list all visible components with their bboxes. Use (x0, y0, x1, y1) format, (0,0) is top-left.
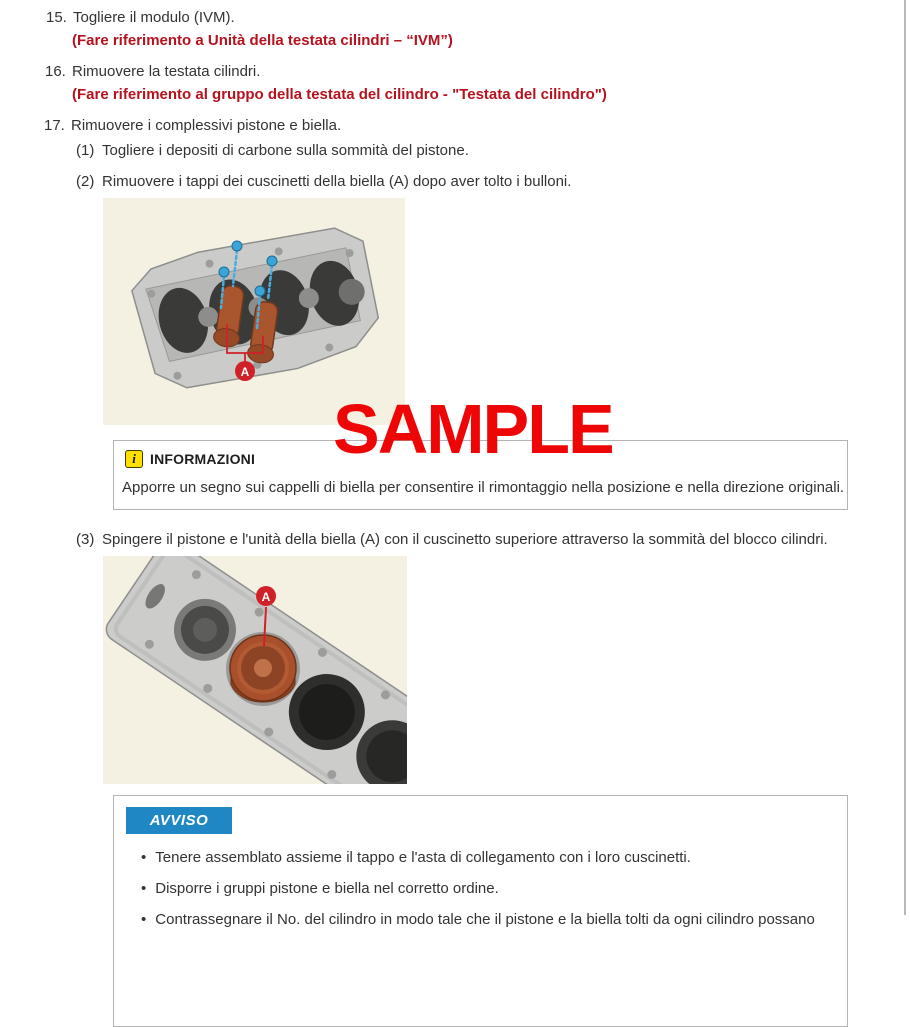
step-15 (46, 8, 235, 28)
step-16-number: 16. (45, 63, 66, 80)
callout-a-label: A (261, 590, 271, 604)
notice-bullet-3-text: Contrassegnare il No. del cilindro in modo tale che il pistone e la biella tolti da ogni cilindro possano (155, 911, 815, 928)
notice-bullet-list (141, 848, 815, 941)
bullet-marker: • (141, 911, 147, 928)
substep-2-number: (2) (76, 173, 95, 190)
step-15-text: Togliere il modulo (IVM). (73, 9, 235, 26)
bullet-marker: • (141, 849, 147, 866)
figure-cylinder-block-piston (103, 556, 407, 784)
substep-1-number: (1) (76, 142, 95, 159)
notice-bullet-3 (141, 910, 815, 930)
substep-3 (76, 530, 828, 550)
substep-2 (76, 172, 571, 192)
substep-3-number: (3) (76, 531, 95, 548)
step-16-reference-link[interactable]: (Fare riferimento al gruppo della testata del cilindro - "Testata del cilindro") (72, 86, 607, 103)
notice-bullet-1 (141, 848, 815, 868)
step-17 (44, 116, 341, 136)
page-edge-divider (904, 0, 906, 915)
piston (230, 635, 296, 702)
sample-watermark: SAMPLE (333, 390, 613, 468)
cylinder-block-illustration (103, 556, 407, 784)
notice-bullet-2-text: Disporre i gruppi pistone e biella nel corretto ordine. (155, 880, 499, 897)
info-icon: i (125, 450, 143, 468)
substep-3-text: Spingere il pistone e l'unità della biella (A) con il cuscinetto superiore attraverso la sommità del blocco cilindri. (102, 531, 828, 548)
info-box-title: INFORMAZIONI (150, 451, 256, 467)
callout-a-label: A (240, 365, 250, 379)
substep-1-text: Togliere i depositi di carbone sulla sommità del pistone. (102, 142, 469, 159)
callout-a-badge (235, 361, 255, 381)
step-15-reference-link[interactable]: (Fare riferimento a Unità della testata cilindri – “IVM”) (72, 32, 453, 49)
step-16 (45, 62, 260, 82)
notice-box (113, 795, 848, 1027)
step-17-number: 17. (44, 117, 65, 134)
notice-bullet-2 (141, 879, 815, 899)
substep-2-text: Rimuovere i tappi dei cuscinetti della biella (A) dopo aver tolto i bulloni. (102, 173, 572, 190)
notice-box-badge: AVVISO (126, 807, 232, 834)
notice-bullet-1-text: Tenere assemblato assieme il tappo e l'asta di collegamento con i loro cuscinetti. (155, 849, 691, 866)
bullet-marker: • (141, 880, 147, 897)
step-16-text: Rimuovere la testata cilindri. (72, 63, 261, 80)
substep-1 (76, 141, 469, 161)
callout-a-badge (256, 586, 276, 606)
info-box-header (125, 450, 255, 468)
step-17-text: Rimuovere i complessivi pistone e biella. (71, 117, 342, 134)
info-box-body: Apporre un segno sui cappelli di biella per consentire il rimontaggio nella posizione e nella direzione originali. (122, 479, 845, 496)
step-15-number: 15. (46, 9, 67, 26)
